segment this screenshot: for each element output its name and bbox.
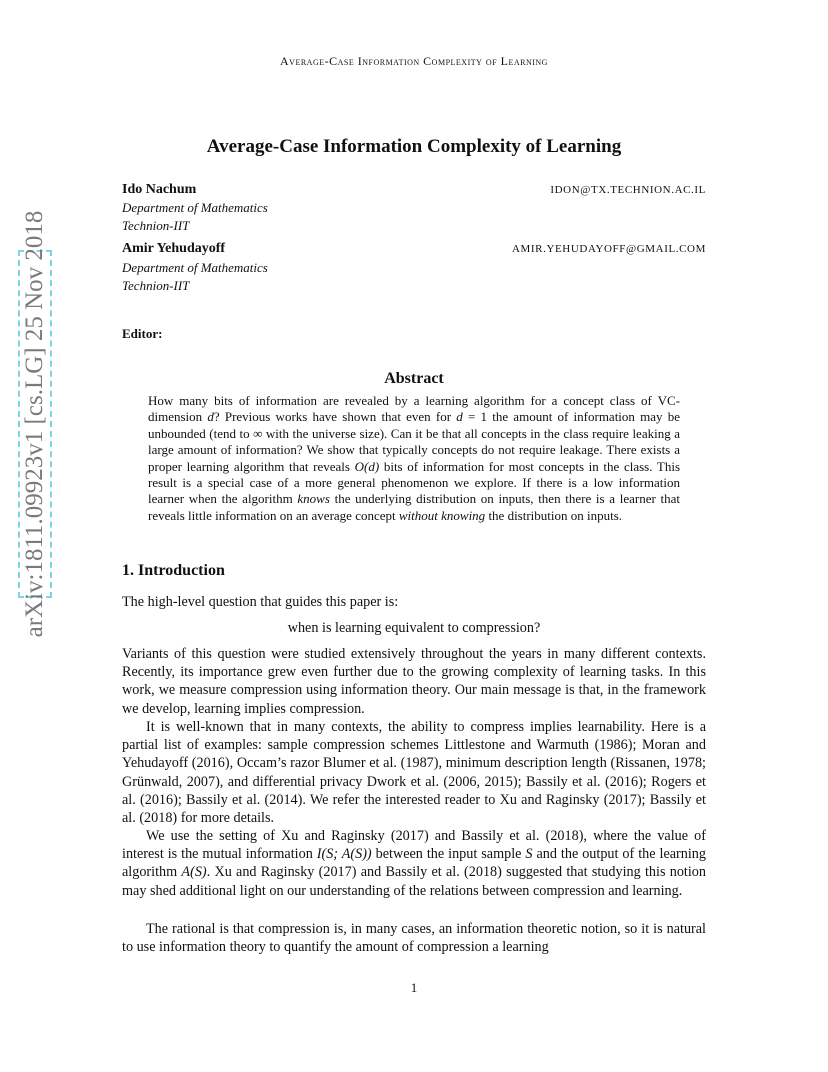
abstract-body: How many bits of information are revealed by a learning algorithm for a concept class of VC-dimension d? Previous works have shown that even for d = 1 the amount of information may be unbounded (tend to ∞ with the universe size). Can it be that all concepts in the class require leaking a large amount of information? We show that typically concepts do not require leakage. There exists a proper learning algorithm that reveals O(d) bits of information for most concepts in the class. This result is a special case of a more general phenomenon we explore. If there is a low information learner when the algorithm knows the underlying distribution on inputs, then there is a learner that reveals little information on an average concept without knowing the distribution on inputs. bbox=[148, 393, 680, 523]
paper-title: Average-Case Information Complexity of Learning bbox=[206, 136, 622, 157]
editor-label: Editor: bbox=[122, 326, 163, 341]
paragraph: The rational is that compression is, in many cases, an information theoretic notion, so it is natural to use information theory to quantify the amount of compression a learning bbox=[122, 921, 706, 956]
math-var: d bbox=[456, 409, 463, 425]
math-expr: S bbox=[525, 846, 533, 863]
paragraph: The high-level question that guides this paper is: bbox=[122, 594, 399, 610]
section-heading: 1. Introduction bbox=[122, 562, 225, 579]
running-head: Average-Case Information Complexity of Learning bbox=[280, 54, 548, 68]
math-var: d bbox=[207, 409, 214, 425]
author-institution: Technion-IIT bbox=[122, 218, 190, 233]
emphasis: knows bbox=[297, 491, 330, 507]
abstract-heading: Abstract bbox=[384, 370, 444, 387]
emphasis: without knowing bbox=[398, 507, 486, 523]
author-name: Ido Nachum bbox=[122, 182, 197, 197]
math-expr: O(d) bbox=[354, 458, 380, 474]
paragraph: We use the setting of Xu and Raginsky (2017) and Bassily et al. (2018), where the value of interest is the mutual information I(S; A(S)) between the input sample S and the output of the learning algorithm A(S). Xu and Raginsky (2017) and Bassily et al. (2018) suggested that studying this notion may shed additional light on our understanding of the relations between compression and learning. bbox=[122, 828, 706, 899]
author-email: AMIR.YEHUDAYOFF@GMAIL.COM bbox=[511, 243, 706, 255]
math-expr: A(S) bbox=[181, 864, 207, 881]
arxiv-identifier: arXiv:1811.09923v1 [cs.LG] 25 Nov 2018 bbox=[21, 210, 48, 638]
author-department: Department of Mathematics bbox=[122, 200, 268, 215]
paragraph: It is well-known that in many contexts, the ability to compress implies learnability. Here is a partial list of examples: sample compression schemes Littlestone and Warmuth (1986); Moran and Yehudayoff (2016), Occam’s razor Blumer et al. (1987), minimum description length (Rissanen, 1978; Grünwald, 2007), and differential privacy Dwork et al. (2006, 2015); Bassily et al. (2016); Rogers et al. (2016); Bassily et al. (2014). We refer the interested reader to Xu and Raginsky (2017); Bassily et al. (2018) for more details. bbox=[122, 719, 706, 827]
math-expr: I(S; A(S)) bbox=[316, 846, 372, 863]
paragraph: Variants of this question were studied extensively throughout the years in many different contexts. Recently, its importance grew even further due to the growing complexity of learning tasks. In this work, we measure compression using information theory. Our main message is that, in the framework we develop, learning implies compression. bbox=[122, 646, 706, 717]
page-number: 1 bbox=[410, 980, 418, 995]
arxiv-stamp bbox=[18, 210, 52, 638]
author-department: Department of Mathematics bbox=[122, 260, 268, 275]
author-name: Amir Yehudayoff bbox=[122, 241, 226, 256]
author-email: IDON@TX.TECHNION.AC.IL bbox=[550, 184, 706, 196]
author-institution: Technion-IIT bbox=[122, 278, 190, 293]
guiding-question: when is learning equivalent to compression? bbox=[287, 620, 541, 636]
